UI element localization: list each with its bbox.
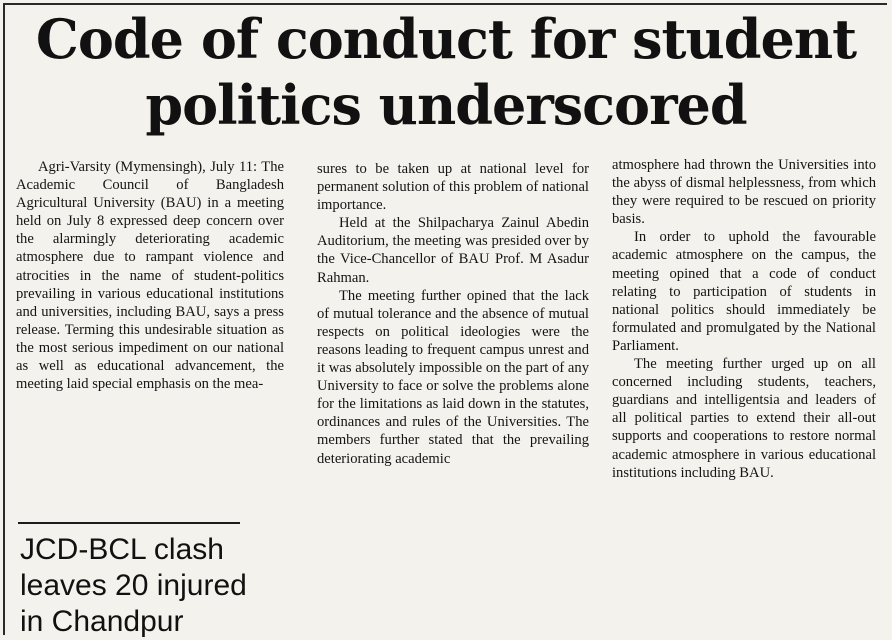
article-headline [10,6,882,138]
paragraph: The meeting further opined that the lack of mutual tolerance and the absence of mutual respects on political ideologies were the reasons leading to frequent campus unrest and it was absolutely impossible on the part of any University to face or solve the problems alone for the limitations as laid down in the statutes, ordinances and rules of the Universities. The members further stated that the prevailing deteriorating academic [317,287,589,467]
next-headline-line-1: JCD-BCL clash [20,533,224,566]
paragraph: atmosphere had thrown the Universities into the abyss of dismal helplessness, from which they were required to be rescued on priority basis. [612,157,876,228]
headline-line-1: Code of conduct for student [35,7,857,71]
column-divider-rule [18,522,240,524]
paragraph: In order to uphold the favourable academic atmosphere on the campus, the meeting opined that a code of conduct relating to participation of students in national politics should immediately be formulated and promulgated by the National Parliament. [612,229,876,354]
next-headline-line-2: leaves 20 injured [20,569,247,602]
paragraph: Agri-Varsity (Mymensingh), July 11: The Academic Council of Bangladesh Agricultural University (BAU) in a meeting held on July 8 expressed deep concern over the alarmingly deteriorating academic atmosphere due to rampant violence and atrocities in the name of student-politics prevailing in various educational institutions and universities, including BAU, says a press release. Terming this undesirable situation as the most serious impediment on our national as well as educational advancement, the meeting laid special emphasis on the mea- [16,159,284,393]
paragraph: sures to be taken up at national level for permanent solution of this problem of national importance. [317,161,589,214]
paragraph: Held at the Shilpacharya Zainul Abedin Auditorium, the meeting was presided over by the Vice-Chancellor of BAU Prof. M Asadur Rahman. [317,215,589,286]
headline-line-2: politics underscored [145,73,747,137]
article-column-3 [612,156,876,482]
next-headline-line-3: in Chandpur [20,605,184,638]
article-column-1 [16,158,284,393]
paragraph: The meeting further urged up on all concerned including students, teachers, guardians and intelligentsia and leaders of all political parties to extend their all-out supports and cooperations to restore normal academic atmosphere in various educational institutions including BAU. [612,356,876,481]
article-column-2 [317,160,589,468]
